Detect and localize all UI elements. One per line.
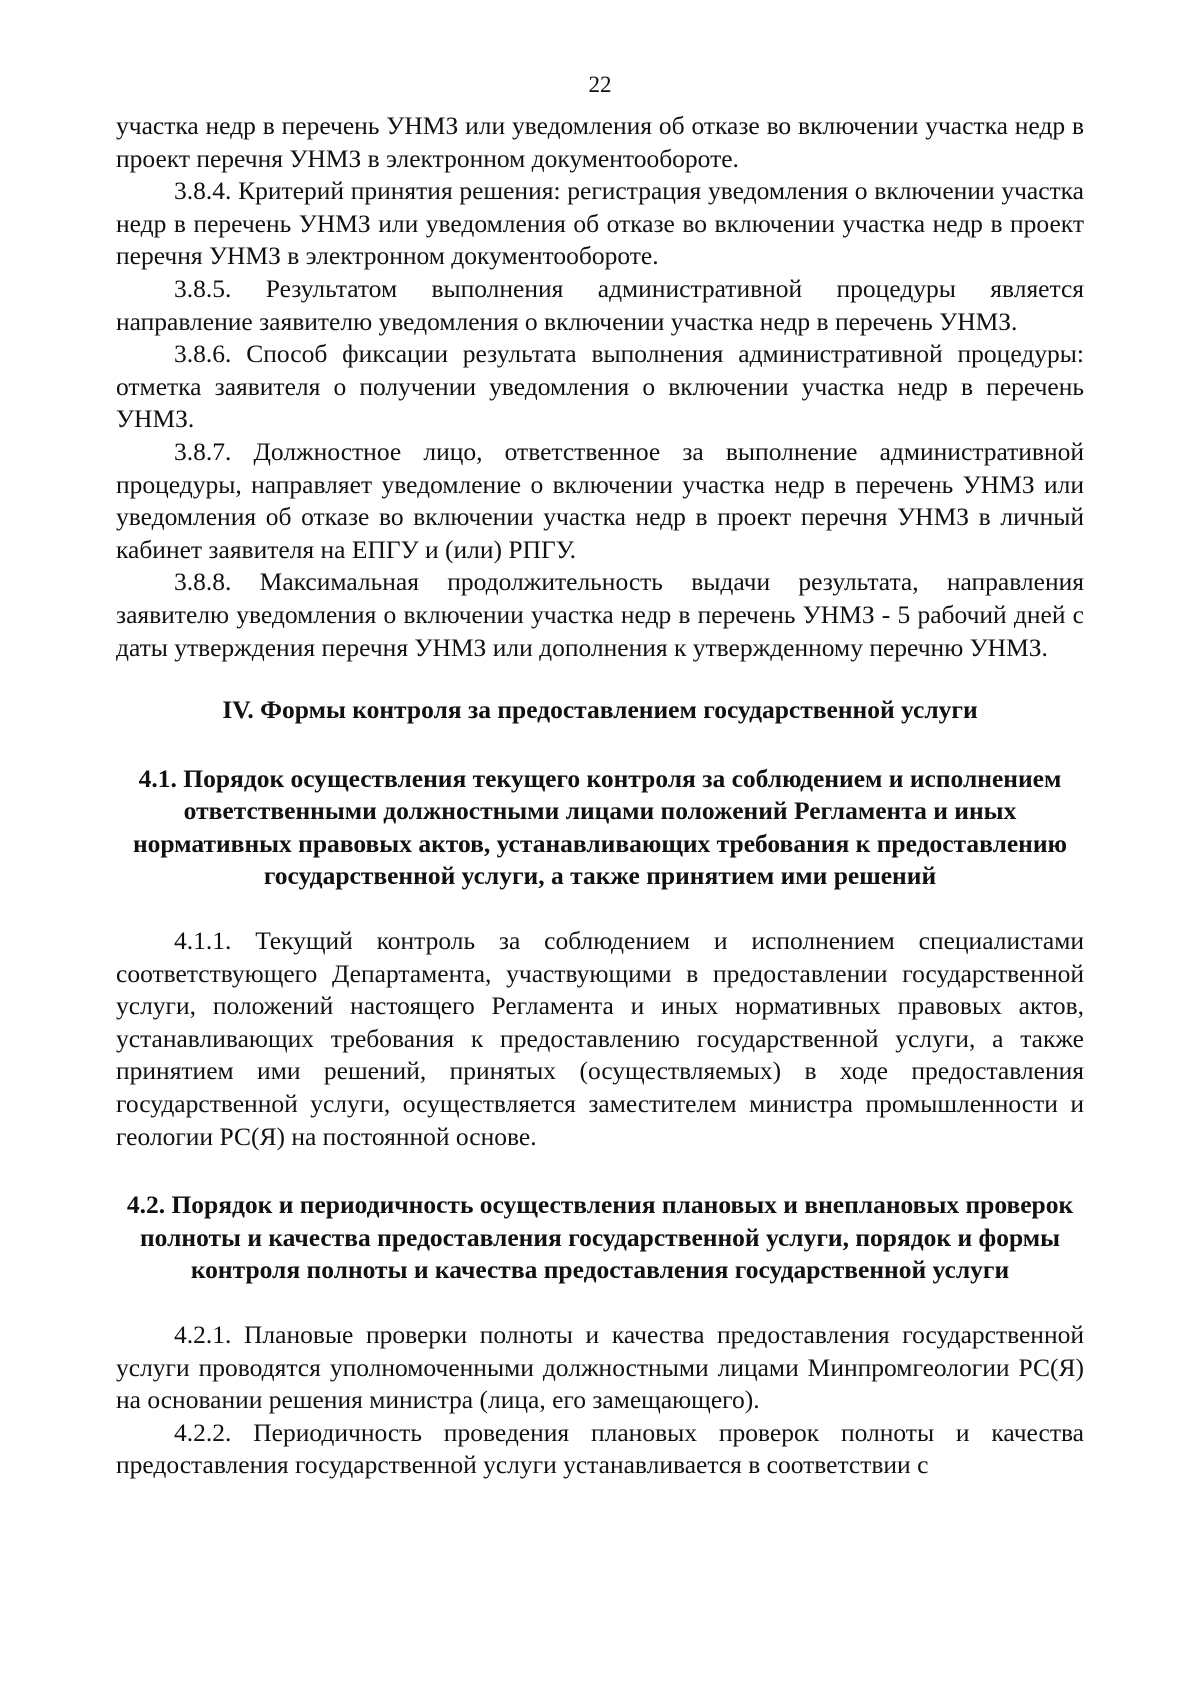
paragraph-3-8-5: 3.8.5. Результатом выполнения административной процедуры является направление заявителю уведомления о включении участка недр в перечень УНМЗ. [116,273,1084,336]
paragraph-4-2-1: 4.2.1. Плановые проверки полноты и качества предоставления государственной услуги проводятся уполномоченными должностными лицами Минпромгеологии РС(Я) на основании решения министра (лица, его замещающего). [116,1320,1084,1415]
paragraph-3-8-8: 3.8.8. Максимальная продолжительность выдачи результата, направления заявителю уведомления о включении участка недр в перечень УНМЗ - 5 рабочий дней с даты утверждения перечня УНМЗ или дополнения к утвержденному перечню УНМЗ. [116,567,1084,662]
document-page [116,70,1084,1482]
paragraph-3-8-6: 3.8.6. Способ фиксации результата выполнения административной процедуры: отметка заявителя о получении уведомления о включении участка недр в перечень УНМЗ. [116,339,1084,434]
page-number: 22 [588,72,612,97]
section-heading-4-2: 4.2. Порядок и периодичность осуществления плановых и внеплановых проверок полноты и качества предоставления государственной услуги, порядок и формы контроля полноты и качества предоставления государственной услуги [126,1190,1074,1285]
section-heading-4: IV. Формы контроля за предоставлением государственной услуги [222,695,978,725]
paragraph-3-8-4: 3.8.4. Критерий принятия решения: регистрация уведомления о включении участка недр в перечень УНМЗ или уведомления об отказе во включении участка недр в проект перечня УНМЗ в электронном документообороте. [116,176,1084,271]
section-heading-4-1: 4.1. Порядок осуществления текущего контроля за соблюдением и исполнением ответственными должностными лицами положений Регламента и иных нормативных правовых актов, устанавливающих требования к предоставлению государственной услуги, а также принятием ими решений [132,763,1068,891]
paragraph-4-1-1: 4.1.1. Текущий контроль за соблюдением и исполнением специалистами соответствующего Департамента, участвующими в предоставлении государственной услуги, положений настоящего Регламента и иных нормативных правовых актов, устанавливающих требования к предоставлению государственной услуги, а также принятием ими решений, принятых (осуществляемых) в ходе предоставления государственной услуги, осуществляется заместителем министра промышленности и геологии РС(Я) на постоянной основе. [116,926,1084,1151]
paragraph-4-2-2: 4.2.2. Периодичность проведения плановых проверок полноты и качества предоставления государственной услуги устанавливается в соответствии с [116,1417,1084,1480]
paragraph-continuation: участка недр в перечень УНМЗ или уведомления об отказе во включении участка недр в проект перечня УНМЗ в электронном документообороте. [116,111,1084,173]
paragraph-3-8-7: 3.8.7. Должностное лицо, ответственное за выполнение административной процедуры, направляет уведомление о включении участка недр в перечень УНМЗ или уведомления об отказе во включении участка недр в проект перечня УНМЗ в личный кабинет заявителя на ЕПГУ и (или) РПГУ. [116,436,1084,564]
